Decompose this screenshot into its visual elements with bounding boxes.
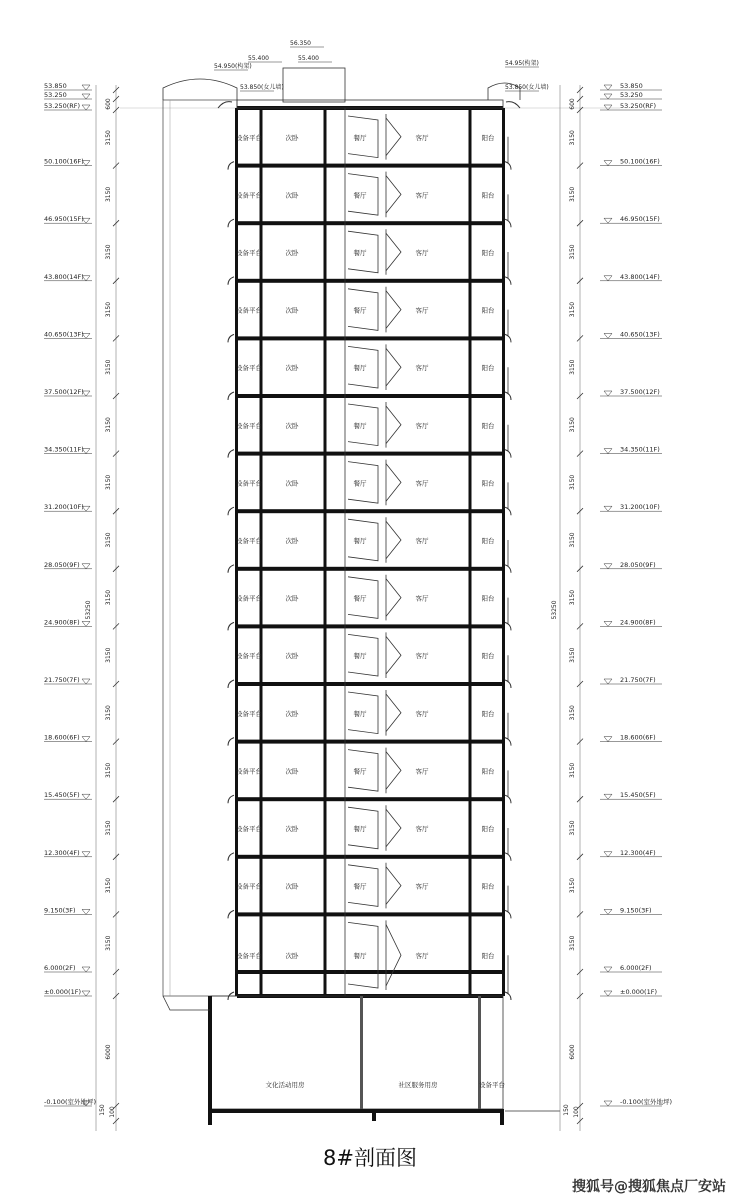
level-label-right: 28.050(9F) xyxy=(620,560,656,569)
roof-elevation-label: 55.400 xyxy=(248,55,269,62)
level-label-right: 53.250 xyxy=(620,91,643,99)
level-label-left: -0.100(室外地坪) xyxy=(44,1098,97,1106)
room-label: 客厅 xyxy=(415,825,429,833)
room-label: 客厅 xyxy=(415,652,429,661)
room-label: 次卧 xyxy=(285,952,299,961)
level-label-right: 21.750(7F) xyxy=(620,676,656,684)
floor-slab xyxy=(237,855,503,859)
floor-height-dim: 3150 xyxy=(569,877,576,894)
floor-height-dim: 3150 xyxy=(105,705,112,721)
facade-bracket xyxy=(228,622,234,630)
room-label: 阳台 xyxy=(481,652,495,661)
base-dim: 150 xyxy=(99,1104,106,1116)
room-label: 次卧 xyxy=(285,652,299,661)
room-label: 设备平台 xyxy=(236,594,262,603)
level-label-left: 31.200(10F) xyxy=(44,503,84,512)
room-label: 阳台 xyxy=(481,133,495,142)
level-marker xyxy=(604,449,612,454)
floor-height-dim: 3150 xyxy=(569,820,576,836)
floor-height-dim: 3150 xyxy=(105,186,112,203)
canopy xyxy=(163,996,210,1010)
room-label: 次卧 xyxy=(285,364,299,373)
room-label: 次卧 xyxy=(285,479,299,488)
room-label: 阳台 xyxy=(481,249,495,257)
level-label-left: 53.850 xyxy=(44,82,67,90)
level-marker xyxy=(604,564,612,569)
roof-stair-house xyxy=(283,68,345,102)
room-label: 设备平台 xyxy=(236,479,262,488)
floor-height-dim: 3150 xyxy=(105,417,112,433)
level-label-right: -0.100(室外地坪) xyxy=(620,1098,673,1106)
floor-height-dim: 3150 xyxy=(569,186,576,203)
facade-bracket xyxy=(505,277,511,285)
floor-slab xyxy=(237,336,503,340)
room-label: 餐厅 xyxy=(353,191,367,200)
partition-wall xyxy=(469,108,472,996)
room-label: 设备平台 xyxy=(236,249,262,257)
floor-height-dim: 3150 xyxy=(569,532,576,548)
parapet-bracket xyxy=(218,102,232,108)
window-symbol xyxy=(386,176,401,214)
floor-slab xyxy=(237,452,503,456)
floor-height-dim: 3150 xyxy=(105,130,112,146)
floor-slab xyxy=(237,567,503,571)
ground-room-label: 社区服务用房 xyxy=(398,1081,438,1089)
window-symbol xyxy=(386,521,401,559)
floor-height-dim: 3150 xyxy=(569,417,576,433)
window-symbol xyxy=(386,694,401,732)
room-label: 客厅 xyxy=(415,421,429,430)
floor-slab xyxy=(237,279,503,283)
ground-room-label: 设备平台 xyxy=(479,1081,505,1089)
floor-slab xyxy=(237,164,503,168)
room-label: 餐厅 xyxy=(353,825,367,833)
room-label: 设备平台 xyxy=(236,709,262,718)
roof-elevation-label: 53.850(女儿墙) xyxy=(240,84,284,91)
floor-height-dim: 3150 xyxy=(105,935,112,951)
facade-bracket xyxy=(505,738,511,746)
level-marker xyxy=(82,967,90,972)
level-marker xyxy=(82,105,90,110)
room-label: 次卧 xyxy=(285,767,299,776)
level-marker xyxy=(604,391,612,396)
level-label-left: 9.150(3F) xyxy=(44,906,76,915)
room-label: 客厅 xyxy=(415,364,429,373)
level-marker xyxy=(604,852,612,857)
room-label: 餐厅 xyxy=(353,364,367,373)
floor-height-dim: 3150 xyxy=(569,474,576,491)
roof-elevation-label: 54.950(构架) xyxy=(214,63,252,70)
foundation xyxy=(500,1113,504,1125)
room-label: 餐厅 xyxy=(353,479,367,488)
room-label: 阳台 xyxy=(481,882,495,891)
facade-bracket xyxy=(505,795,511,803)
level-marker xyxy=(82,909,90,914)
window-symbol xyxy=(386,924,401,986)
floor-slab xyxy=(237,624,503,628)
level-label-left: 6.000(2F) xyxy=(44,964,76,972)
floor-height-dim: 3150 xyxy=(105,589,112,606)
base-dim: 150 xyxy=(563,1104,570,1116)
room-label: 客厅 xyxy=(415,479,429,488)
level-marker xyxy=(604,621,612,626)
ground-room-label: 文化活动用房 xyxy=(265,1081,305,1089)
roof-elevation-label: 55.400 xyxy=(298,55,319,62)
roof-elevation-label: 56.350 xyxy=(290,40,311,47)
floor-slab xyxy=(237,221,503,225)
room-label: 餐厅 xyxy=(353,952,367,961)
level-label-right: 37.500(12F) xyxy=(620,388,660,396)
floor-height-dim: 3150 xyxy=(569,935,576,951)
level-label-right: ±0.000(1F) xyxy=(620,988,658,996)
ground-column xyxy=(478,996,481,1109)
level-marker xyxy=(82,564,90,569)
room-label: 次卧 xyxy=(285,594,299,603)
level-label-right: 6.000(2F) xyxy=(620,964,652,972)
floor-height-dim: 3150 xyxy=(105,359,112,375)
room-label: 阳台 xyxy=(481,952,495,961)
facade-bracket xyxy=(228,162,234,170)
level-label-right: 53.250(RF) xyxy=(620,102,657,110)
facade-bracket xyxy=(228,680,234,688)
room-label: 餐厅 xyxy=(353,882,367,891)
room-label: 设备平台 xyxy=(236,191,262,200)
room-label: 阳台 xyxy=(481,709,495,718)
foundation xyxy=(208,1113,212,1125)
level-label-left: 43.800(14F) xyxy=(44,272,84,281)
room-label: 餐厅 xyxy=(353,249,367,257)
level-label-right: 31.200(10F) xyxy=(620,503,660,512)
partition-wall xyxy=(260,108,263,996)
window-symbol xyxy=(386,464,401,502)
room-label: 设备平台 xyxy=(236,652,262,661)
room-label: 餐厅 xyxy=(353,652,367,661)
level-label-left: 53.250(RF) xyxy=(44,102,81,110)
room-label: 阳台 xyxy=(481,825,495,833)
level-label-left: 24.900(8F) xyxy=(44,618,80,627)
window-symbol xyxy=(386,636,401,674)
room-label: 设备平台 xyxy=(236,537,262,545)
floor-height-dim: 3150 xyxy=(105,474,112,491)
drawing-title: 8#剖面图 xyxy=(323,1146,417,1170)
level-marker xyxy=(82,794,90,799)
facade-bracket xyxy=(505,565,511,573)
level-marker xyxy=(604,991,612,996)
ground-slab xyxy=(208,1109,504,1113)
total-height-dim: 53250 xyxy=(85,600,92,620)
level-label-left: 21.750(7F) xyxy=(44,676,80,684)
floor-height-dim: 3150 xyxy=(105,301,112,318)
room-label: 餐厅 xyxy=(353,133,367,142)
floor-slab xyxy=(237,740,503,744)
level-marker xyxy=(604,909,612,914)
level-marker xyxy=(604,161,612,166)
level-label-right: 43.800(14F) xyxy=(620,272,660,281)
facade-bracket xyxy=(505,219,511,227)
room-label: 阳台 xyxy=(481,479,495,488)
room-label: 餐厅 xyxy=(353,306,367,315)
level-marker xyxy=(82,991,90,996)
facade-bracket xyxy=(228,738,234,746)
facade-bracket xyxy=(228,392,234,400)
level-marker xyxy=(82,679,90,684)
room-label: 设备平台 xyxy=(236,825,262,833)
window-symbol xyxy=(386,233,401,271)
parapet-dim: 600 xyxy=(105,98,112,110)
ground-column xyxy=(360,996,363,1109)
level-label-right: 50.100(16F) xyxy=(620,157,660,166)
level-marker xyxy=(604,1101,612,1106)
floor-height-dim: 3150 xyxy=(105,532,112,548)
level-label-left: 34.350(11F) xyxy=(44,445,84,454)
facade-bracket xyxy=(228,450,234,458)
level-marker xyxy=(82,737,90,742)
base-dim: 100 xyxy=(109,1106,116,1118)
floor-height-dim: 3150 xyxy=(569,762,576,779)
room-label: 客厅 xyxy=(415,709,429,718)
room-label: 设备平台 xyxy=(236,767,262,776)
level-label-left: 46.950(15F) xyxy=(44,215,84,224)
window-symbol xyxy=(386,406,401,444)
room-label: 阳台 xyxy=(481,306,495,315)
floor-height-dim: 3150 xyxy=(569,589,576,606)
partition-wall xyxy=(324,108,327,996)
window-symbol xyxy=(386,867,401,905)
level-label-right: 24.900(8F) xyxy=(620,618,656,627)
room-label: 次卧 xyxy=(285,249,299,257)
level-label-left: 50.100(16F) xyxy=(44,157,84,166)
facade-bracket xyxy=(228,219,234,227)
level-marker xyxy=(604,94,612,99)
floor-height-dim: 3150 xyxy=(105,877,112,894)
floor-height-dim: 3150 xyxy=(105,647,112,663)
floor-slab xyxy=(237,394,503,398)
core-wall xyxy=(163,100,237,996)
parapet-bracket xyxy=(506,102,520,108)
room-label: 客厅 xyxy=(415,133,429,142)
room-label: 设备平台 xyxy=(236,421,262,430)
floor-height-dim: 3150 xyxy=(105,244,112,260)
room-label: 次卧 xyxy=(285,882,299,891)
window-symbol xyxy=(386,752,401,790)
level-label-left: 15.450(5F) xyxy=(44,791,80,800)
right-wall xyxy=(502,108,505,996)
room-label: 设备平台 xyxy=(236,133,262,142)
room-label: 次卧 xyxy=(285,709,299,718)
floor-height-dim: 3150 xyxy=(569,130,576,146)
room-label: 客厅 xyxy=(415,537,429,545)
window-symbol xyxy=(386,579,401,617)
level-marker xyxy=(604,794,612,799)
room-label: 餐厅 xyxy=(353,709,367,718)
facade-bracket xyxy=(228,334,234,342)
total-height-dim: 53250 xyxy=(551,600,558,620)
facade-bracket xyxy=(505,392,511,400)
level-marker xyxy=(604,333,612,338)
floor-height-dim: 3150 xyxy=(105,820,112,836)
level-label-left: 28.050(9F) xyxy=(44,560,80,569)
room-label: 客厅 xyxy=(415,767,429,776)
room-label: 次卧 xyxy=(285,191,299,200)
level-label-right: 12.300(4F) xyxy=(620,848,656,857)
level-label-left: 12.300(4F) xyxy=(44,848,80,857)
floor-slab xyxy=(237,912,503,916)
roof-elevation-label: 54.95(构架) xyxy=(505,60,539,67)
level-label-left: ±0.000(1F) xyxy=(44,988,82,996)
facade-bracket xyxy=(228,277,234,285)
facade-bracket xyxy=(505,334,511,342)
level-label-right: 53.850 xyxy=(620,82,643,90)
room-label: 次卧 xyxy=(285,306,299,315)
level-label-left: 53.250 xyxy=(44,91,67,99)
facade-bracket xyxy=(228,910,234,918)
floor-slab xyxy=(237,682,503,686)
level-marker xyxy=(82,85,90,90)
level-marker xyxy=(604,506,612,511)
level-label-right: 9.150(3F) xyxy=(620,906,652,915)
room-label: 餐厅 xyxy=(353,537,367,545)
room-label: 设备平台 xyxy=(236,882,262,891)
level-marker xyxy=(604,967,612,972)
facade-bracket xyxy=(505,992,511,1000)
room-label: 阳台 xyxy=(481,537,495,545)
ground-height-dim: 6000 xyxy=(105,1044,112,1060)
floor-slab xyxy=(237,509,503,513)
level-label-right: 15.450(5F) xyxy=(620,791,656,800)
level-label-right: 34.350(11F) xyxy=(620,445,660,454)
level-marker xyxy=(604,218,612,223)
floor-slab xyxy=(237,970,503,974)
facade-bracket xyxy=(228,853,234,861)
window-symbol xyxy=(386,348,401,386)
level-marker xyxy=(604,679,612,684)
room-label: 客厅 xyxy=(415,191,429,200)
room-label: 阳台 xyxy=(481,767,495,776)
room-label: 次卧 xyxy=(285,421,299,430)
level-marker xyxy=(604,105,612,110)
room-label: 阳台 xyxy=(481,594,495,603)
floor-height-dim: 3150 xyxy=(569,301,576,318)
parapet-dim: 600 xyxy=(569,98,576,110)
room-label: 次卧 xyxy=(285,537,299,545)
ground-column xyxy=(208,996,212,1113)
roof-elevation-label: 53.850(女儿墙) xyxy=(505,84,549,91)
floor-height-dim: 3150 xyxy=(569,359,576,375)
room-label: 设备平台 xyxy=(236,364,262,373)
window-symbol xyxy=(386,809,401,847)
level-marker xyxy=(604,85,612,90)
facade-bracket xyxy=(505,507,511,515)
level-marker xyxy=(82,621,90,626)
floor-height-dim: 3150 xyxy=(569,705,576,721)
facade-bracket xyxy=(505,680,511,688)
room-label: 餐厅 xyxy=(353,421,367,430)
floor-height-dim: 3150 xyxy=(569,647,576,663)
room-label: 餐厅 xyxy=(353,767,367,776)
room-label: 阳台 xyxy=(481,421,495,430)
base-dim: 100 xyxy=(573,1106,580,1118)
roof-frame-left xyxy=(163,79,237,100)
level-marker xyxy=(604,737,612,742)
ground-height-dim: 6000 xyxy=(569,1044,576,1060)
facade-bracket xyxy=(505,622,511,630)
facade-bracket xyxy=(228,507,234,515)
room-label: 客厅 xyxy=(415,249,429,257)
room-label: 次卧 xyxy=(285,133,299,142)
room-label: 次卧 xyxy=(285,825,299,833)
level-label-right: 18.600(6F) xyxy=(620,733,656,742)
foundation xyxy=(372,1113,376,1121)
facade-bracket xyxy=(228,795,234,803)
room-label: 客厅 xyxy=(415,594,429,603)
level-marker xyxy=(604,276,612,281)
window-symbol xyxy=(386,118,401,156)
room-label: 餐厅 xyxy=(353,594,367,603)
level-label-left: 18.600(6F) xyxy=(44,733,80,742)
ground-floor xyxy=(211,996,503,1109)
level-label-right: 40.650(13F) xyxy=(620,330,660,339)
facade-bracket xyxy=(228,565,234,573)
facade-bracket xyxy=(505,853,511,861)
left-wall xyxy=(235,108,238,996)
room-label: 客厅 xyxy=(415,306,429,315)
floor-height-dim: 3150 xyxy=(569,244,576,260)
level-marker xyxy=(82,852,90,857)
floor-slab xyxy=(237,797,503,801)
facade-bracket xyxy=(505,450,511,458)
floor-height-dim: 3150 xyxy=(105,762,112,779)
watermark: 搜狐号@搜狐焦点厂安站 xyxy=(572,1179,726,1195)
room-label: 阳台 xyxy=(481,191,495,200)
room-label: 客厅 xyxy=(415,882,429,891)
level-marker xyxy=(82,94,90,99)
level-label-right: 46.950(15F) xyxy=(620,215,660,224)
facade-bracket xyxy=(505,162,511,170)
level-label-left: 37.500(12F) xyxy=(44,388,84,396)
room-label: 设备平台 xyxy=(236,306,262,315)
level-label-left: 40.650(13F) xyxy=(44,330,84,339)
room-label: 阳台 xyxy=(481,364,495,373)
facade-bracket xyxy=(505,910,511,918)
room-label: 客厅 xyxy=(415,952,429,961)
window-symbol xyxy=(386,291,401,329)
room-label: 设备平台 xyxy=(236,952,262,961)
